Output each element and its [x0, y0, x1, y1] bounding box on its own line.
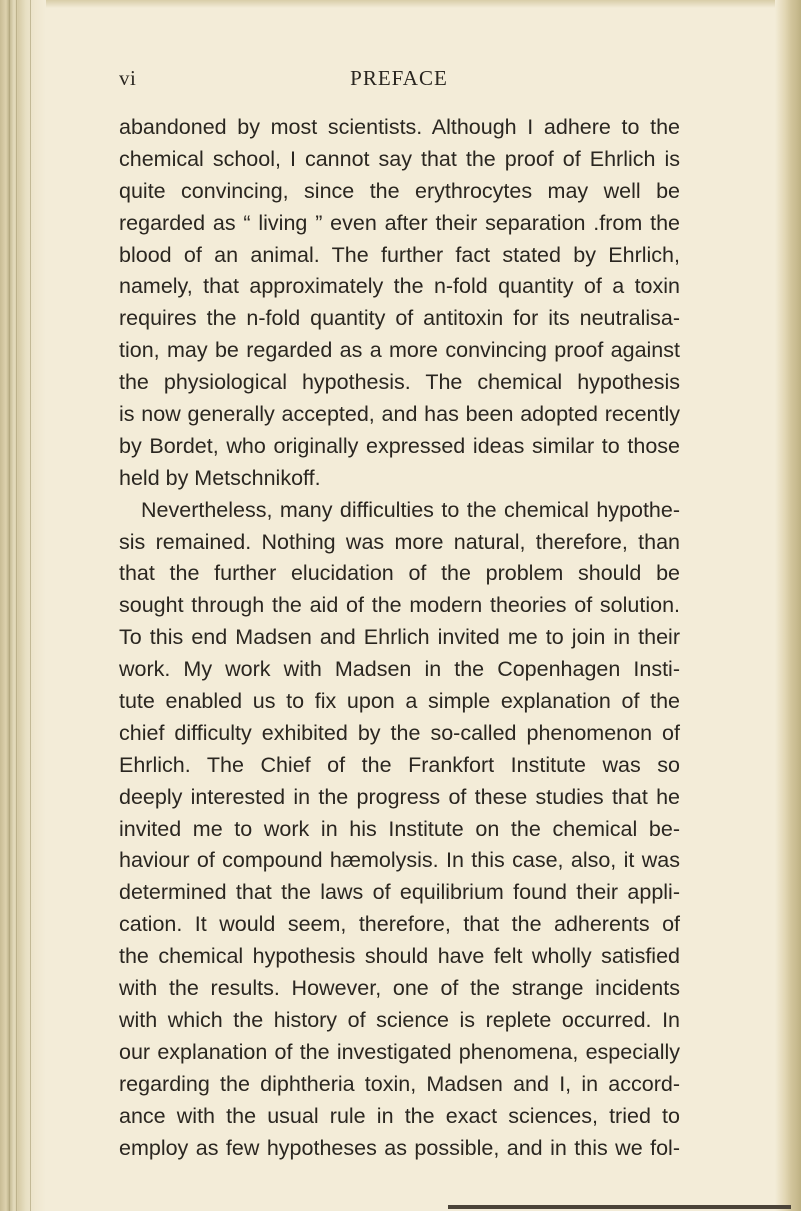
text-line: is now generally accepted, and has been adopted recently [119, 402, 680, 427]
text-line: tion, may be regarded as a more convincing proof against [119, 338, 680, 363]
text-line: To this end Madsen and Ehrlich invited me to join in their [119, 625, 680, 650]
text-line: employ as few hypotheses as possible, and in this we fol- [119, 1135, 680, 1160]
text-line: blood of an animal. The further fact stated by Ehrlich, [119, 242, 680, 267]
text-line: the chemical hypothesis should have felt wholly satisfied [119, 944, 680, 969]
running-title: PREFACE [350, 66, 448, 90]
page-right-edge [775, 0, 801, 1211]
text-line: work. My work with Madsen in the Copenhagen Insti- [119, 657, 680, 682]
page-number: vi [119, 66, 137, 90]
text-line: abandoned by most scientists. Although I adhere to the [119, 115, 680, 139]
page-top-edge [0, 0, 801, 8]
body-text [119, 112, 680, 1164]
text-line: held by Metschnikoff. [119, 465, 321, 490]
text-line: Nevertheless, many difficulties to the chemical hypothe- [141, 497, 680, 522]
text-line: sis remained. Nothing was more natural, therefore, than [119, 529, 680, 554]
text-line: that the further elucidation of the problem should be [119, 561, 680, 586]
text-line: tute enabled us to fix upon a simple explanation of the [119, 689, 680, 714]
text-line: by Bordet, who originally expressed ideas similar to those [119, 433, 680, 458]
text-line: requires the n-fold quantity of antitoxin for its neutralisa- [119, 306, 680, 331]
text-line: ance with the usual rule in the exact sciences, tried to [119, 1103, 680, 1128]
text-line: chief difficulty exhibited by the so-called phenomenon of [119, 720, 680, 745]
page-header [119, 66, 679, 96]
text-line: Ehrlich. The Chief of the Frankfort Institute was so [119, 752, 680, 777]
text-line: invited me to work in his Institute on the chemical be- [119, 816, 680, 841]
text-line: haviour of compound hæmolysis. In this case, also, it was [119, 848, 680, 873]
binding-line [9, 0, 10, 1211]
text-line: cation. It would seem, therefore, that the adherents of [119, 912, 680, 937]
text-line: regarding the diphtheria toxin, Madsen and I, in accord- [119, 1071, 680, 1096]
bottom-edge-rule [448, 1205, 791, 1209]
text-line: with which the history of science is replete occurred. In [119, 1007, 680, 1032]
text-line: determined that the laws of equilibrium found their appli- [119, 880, 680, 905]
text-line: quite convincing, since the erythrocytes may well be [119, 178, 680, 203]
text-line: the physiological hypothesis. The chemical hypothesis [119, 370, 680, 395]
text-line: chemical school, I cannot say that the proof of Ehrlich is [119, 146, 680, 171]
binding-line [30, 0, 31, 1211]
text-line: our explanation of the investigated phenomena, especially [119, 1039, 680, 1064]
binding-line [16, 0, 17, 1211]
text-line: with the results. However, one of the strange incidents [119, 976, 680, 1001]
binding-gutter [0, 0, 46, 1211]
text-line: regarded as “ living ” even after their separation .from the [119, 210, 680, 235]
text-line: sought through the aid of the modern theories of solution. [119, 593, 680, 618]
text-line: deeply interested in the progress of these studies that he [119, 784, 680, 809]
text-line: namely, that approximately the n-fold quantity of a toxin [119, 274, 680, 299]
